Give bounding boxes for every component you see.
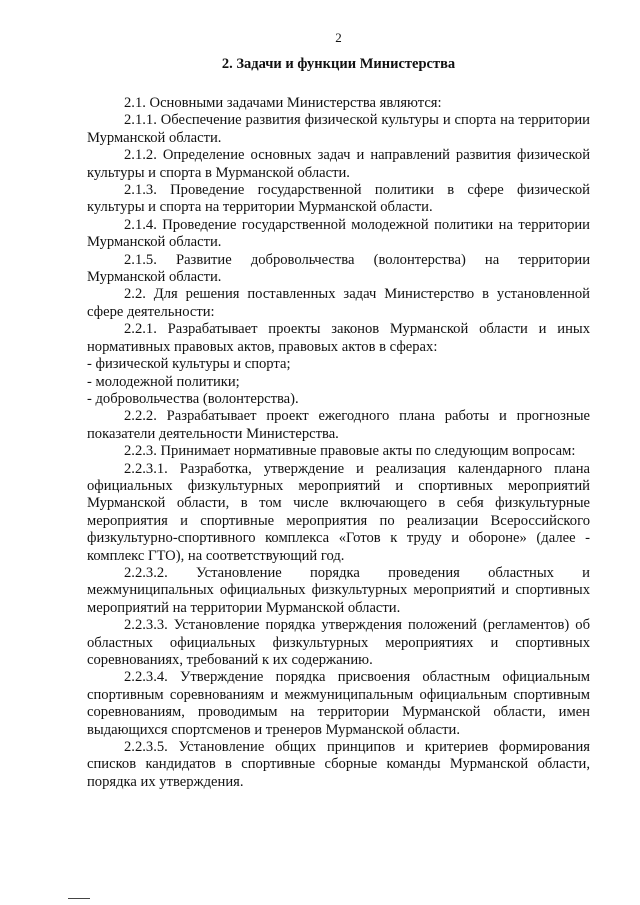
paragraph: 2.2.3. Принимает нормативные правовые акты по следующим вопросам: xyxy=(124,443,576,460)
paragraph: 2.1. Основными задачами Министерства являются: xyxy=(124,95,442,111)
paragraph: 2.2.3.1. Разработка, утверждение и реализация календарного плана официальных физкультурных мероприятий и спортивных мероприятий Мурманской области, в том числе включающего в себя физкультурные мероприятия и спортивные мероприятия по реализации Всероссийского физкультурно-спортивного комплекса «Готов к труду и обороне» (далее - комплекс ГТО), на соответствующий год. xyxy=(87,460,590,564)
paragraph: 2.1.2. Определение основных задач и направлений развития физической культуры и спорта в Мурманской области. xyxy=(87,147,590,181)
body-text xyxy=(87,95,590,791)
paragraph: 2.1.3. Проведение государственной политики в сфере физической культуры и спорта на территории Мурманской области. xyxy=(87,182,590,216)
list-item: - молодежной политики; xyxy=(87,373,240,390)
paragraph: 2.2. Для решения поставленных задач Министерство в установленной сфере деятельности: xyxy=(87,286,590,320)
paragraph: 2.2.3.4. Утверждение порядка присвоения областным официальным спортивным соревнованиям и межмуниципальным официальным спортивным соревнованиям, проводимым на территории Мурманской области, имен выдающихся спортсменов и тренеров Мурманской области. xyxy=(87,669,590,738)
paragraph: 2.1.5. Развитие добровольчества (волонтерства) на территории Мурманской области. xyxy=(87,251,590,286)
paragraph: 2.2.3.3. Установление порядка утверждения положений (регламентов) об областных официальных физкультурных мероприятиях и спортивных соревнованиях, требований к их содержанию. xyxy=(87,617,590,668)
section-title: 2. Задачи и функции Министерства xyxy=(221,56,456,72)
footer-rule xyxy=(68,898,90,899)
paragraph: 2.2.1. Разрабатывает проекты законов Мурманской области и иных нормативных правовых актов, правовых актов в сферах: xyxy=(87,321,590,355)
page-number: 2 xyxy=(335,30,342,45)
paragraph: 2.1.4. Проведение государственной молодежной политики на территории Мурманской области. xyxy=(87,216,590,251)
list-item: - добровольчества (волонтерства). xyxy=(87,390,299,407)
list-item: - физической культуры и спорта; xyxy=(87,356,291,373)
paragraph: 2.2.2. Разрабатывает проект ежегодного плана работы и прогнозные показатели деятельности Министерства. xyxy=(87,408,590,442)
paragraph: 2.1.1. Обеспечение развития физической культуры и спорта на территории Мурманской области. xyxy=(87,112,590,146)
paragraph: 2.2.3.2. Установление порядка проведения областных и межмуниципальных официальных физкультурных мероприятий и спортивных мероприятий на территории Мурманской области. xyxy=(87,564,590,616)
paragraph: 2.2.3.5. Установление общих принципов и критериев формирования списков кандидатов в спортивные сборные команды Мурманской области, порядка их утверждения. xyxy=(87,739,590,790)
